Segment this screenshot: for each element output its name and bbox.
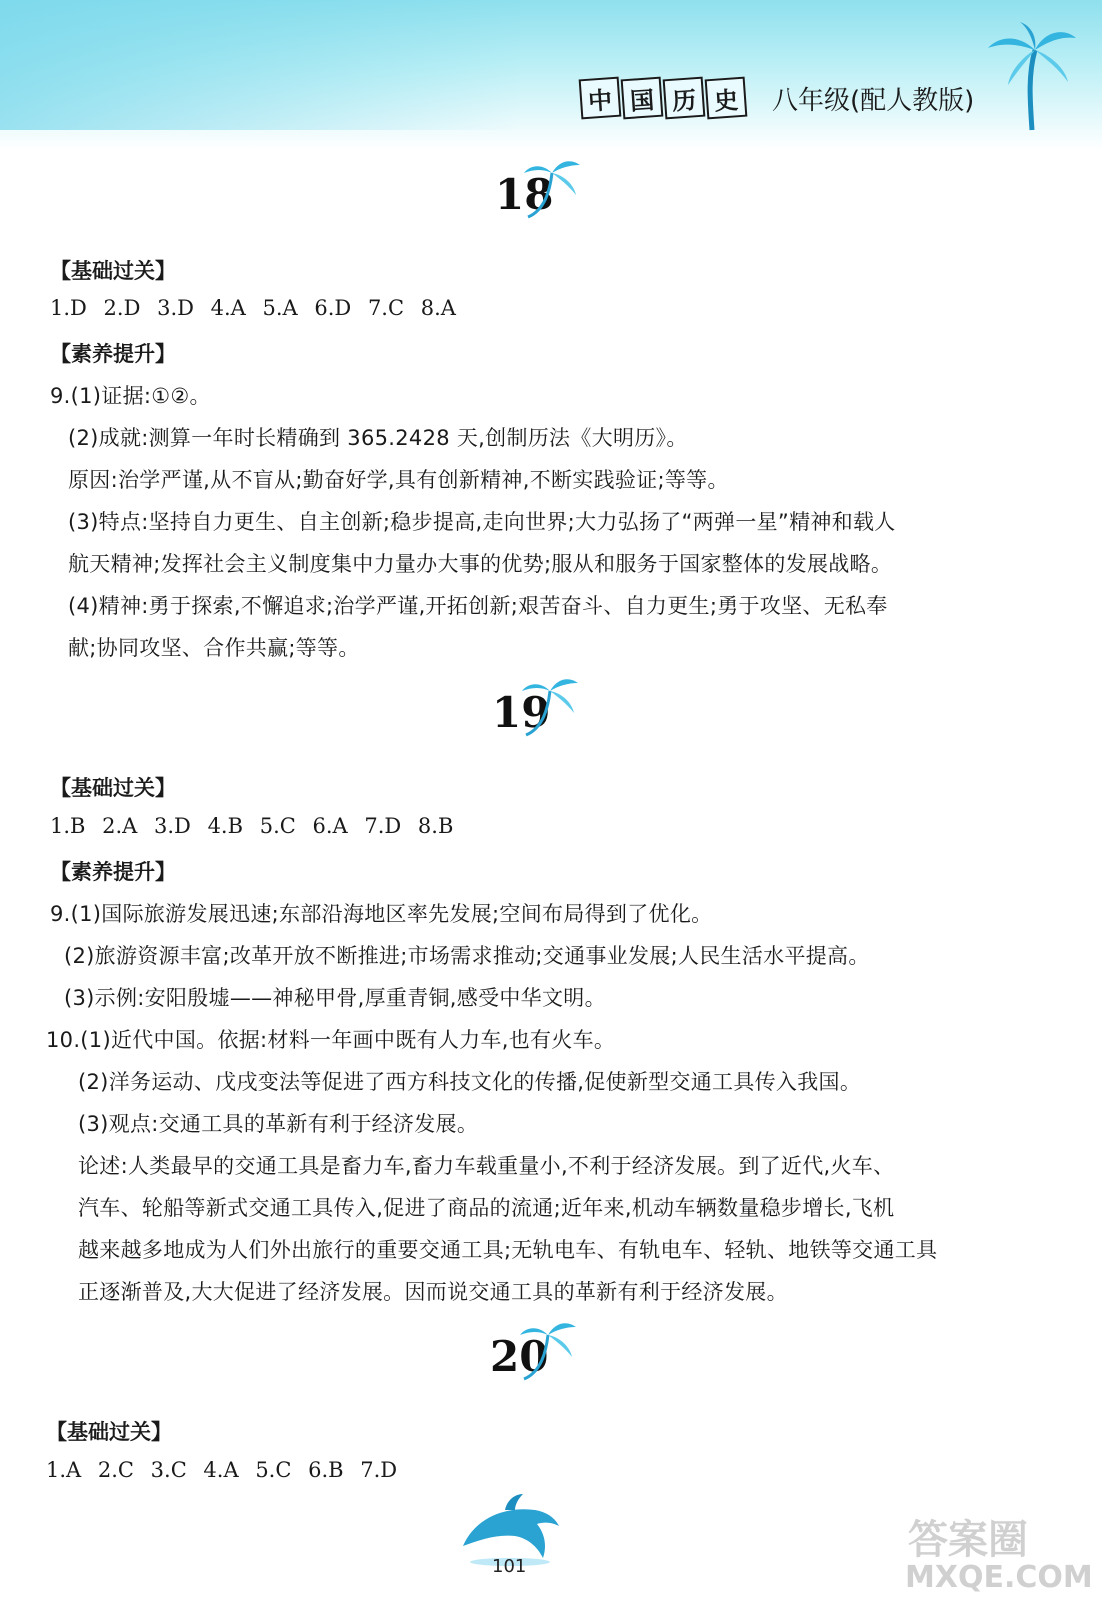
answer-line: 航天精神;发挥社会主义制度集中力量办大事的优势;服从和服务于国家整体的发展战略。 bbox=[68, 552, 893, 576]
page-number: 101 bbox=[492, 1556, 527, 1577]
section-number: 19 bbox=[492, 688, 551, 737]
basic-section-heading: 【基础过关】 bbox=[50, 259, 176, 283]
basic-section-heading: 【基础过关】 bbox=[46, 1420, 172, 1444]
answer-line: (3)特点:坚持自力更生、自主创新;稳步提高,走向世界;大力弘扬了“两弹一星”精神和载人 bbox=[68, 510, 896, 534]
answer-line: 9.(1)国际旅游发展迅速;东部沿海地区率先发展;空间布局得到了优化。 bbox=[50, 902, 713, 926]
answer-line: 10.(1)近代中国。依据:材料一年画中既有人力车,也有火车。 bbox=[46, 1028, 616, 1052]
section-number: 20 bbox=[490, 1332, 549, 1381]
answer-line: (3)观点:交通工具的革新有利于经济发展。 bbox=[78, 1112, 479, 1136]
watermark-url: MXQE.COM bbox=[905, 1560, 1093, 1595]
header-band bbox=[0, 0, 1102, 150]
watermark-logo: 答案圈 bbox=[908, 1517, 1028, 1563]
answer-line: (2)成就:测算一年时长精确到 365.2428 天,创制历法《大明历》。 bbox=[68, 426, 688, 450]
answer-line: (2)洋务运动、戊戌变法等促进了西方科技文化的传播,促使新型交通工具传入我国。 bbox=[78, 1070, 862, 1094]
choice-answers: 1.B 2.A 3.D 4.B 5.C 6.A 7.D 8.B bbox=[50, 814, 454, 838]
subject-char: 史 bbox=[705, 77, 748, 120]
answer-line: 献;协同攻坚、合作共赢;等等。 bbox=[68, 636, 360, 660]
subject-char: 历 bbox=[663, 77, 706, 120]
choice-answers: 1.D 2.D 3.D 4.A 5.A 6.D 7.C 8.A bbox=[50, 296, 456, 320]
answer-line: (2)旅游资源丰富;改革开放不断推进;市场需求推动;交通事业发展;人民生活水平提高。 bbox=[64, 944, 870, 968]
grade-label: 八年级(配人教版) bbox=[772, 86, 975, 116]
header-palm-tree-icon bbox=[980, 20, 1080, 135]
answer-line: 越来越多地成为人们外出旅行的重要交通工具;无轨电车、有轨电车、轻轨、地铁等交通工具 bbox=[78, 1238, 938, 1262]
advanced-section-heading: 【素养提升】 bbox=[50, 342, 176, 366]
subject-title bbox=[580, 78, 746, 118]
answer-line: 论述:人类最早的交通工具是畜力车,畜力车载重量小,不利于经济发展。到了近代,火车、 bbox=[78, 1154, 895, 1178]
answer-line: 汽车、轮船等新式交通工具传入,促进了商品的流通;近年来,机动车辆数量稳步增长,飞机 bbox=[78, 1196, 895, 1220]
basic-section-heading: 【基础过关】 bbox=[50, 776, 176, 800]
subject-char: 国 bbox=[621, 77, 664, 120]
answer-line: 9.(1)证据:①②。 bbox=[50, 384, 211, 408]
palm-tree-icon bbox=[516, 1317, 578, 1383]
choice-answers: 1.A 2.C 3.C 4.A 5.C 6.B 7.D bbox=[46, 1458, 398, 1482]
section-number: 18 bbox=[495, 170, 554, 219]
answer-line: (3)示例:安阳殷墟——神秘甲骨,厚重青铜,感受中华文明。 bbox=[64, 986, 606, 1010]
advanced-section-heading: 【素养提升】 bbox=[50, 860, 176, 884]
answer-line: 正逐渐普及,大大促进了经济发展。因而说交通工具的革新有利于经济发展。 bbox=[78, 1280, 788, 1304]
answer-line: (4)精神:勇于探索,不懈追求;治学严谨,开拓创新;艰苦奋斗、自力更生;勇于攻坚、无私奉 bbox=[68, 594, 888, 618]
answer-line: 原因:治学严谨,从不盲从;勤奋好学,具有创新精神,不断实践验证;等等。 bbox=[68, 468, 729, 492]
palm-tree-icon bbox=[520, 155, 582, 221]
palm-tree-icon bbox=[518, 673, 580, 739]
subject-char: 中 bbox=[579, 77, 622, 120]
